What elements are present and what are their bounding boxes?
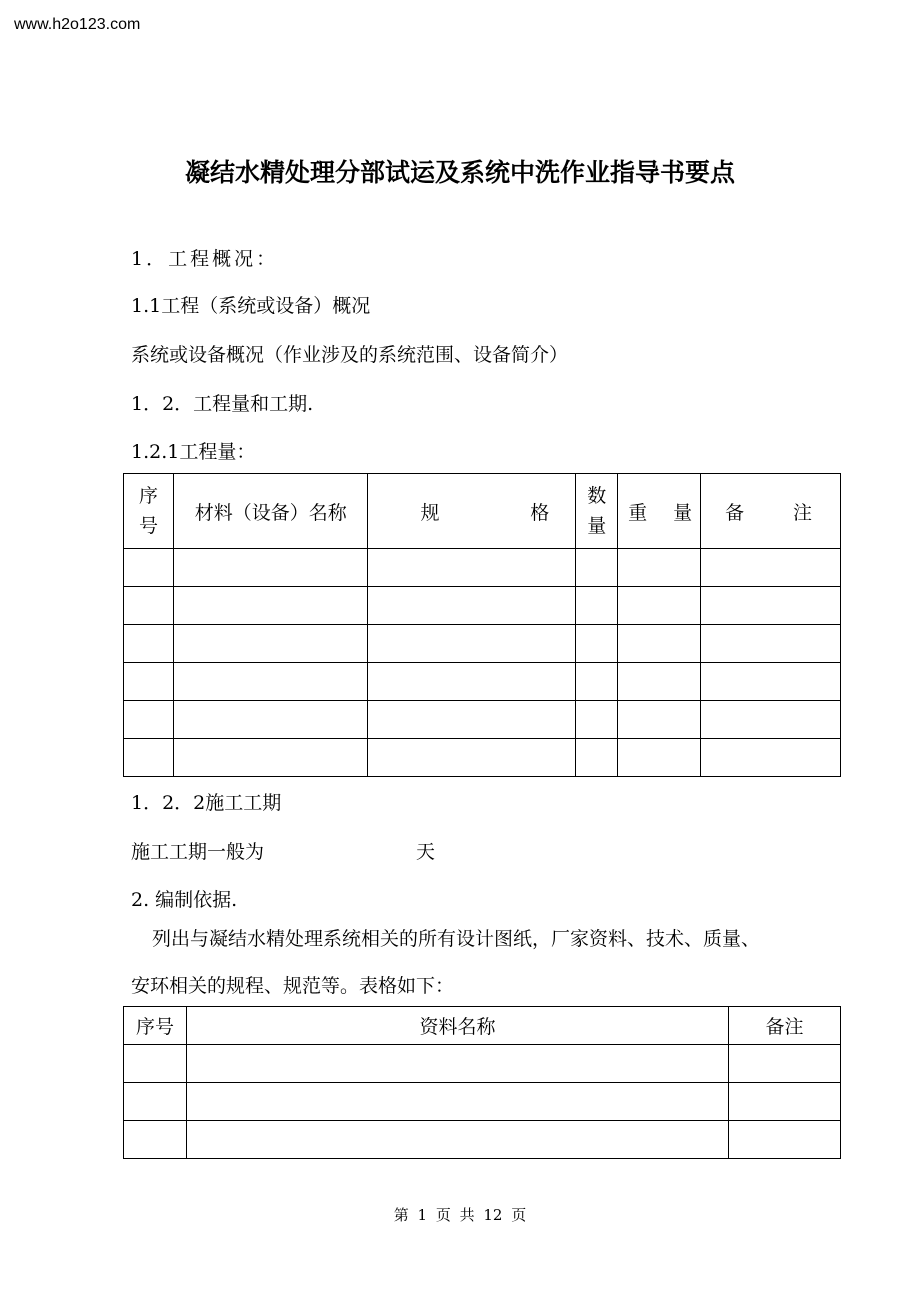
- table-cell: [368, 549, 576, 587]
- table-cell: [576, 625, 618, 663]
- header-ref-note: 备注: [729, 1007, 841, 1045]
- header-spec-left: 规: [420, 501, 440, 524]
- table-cell: [618, 739, 701, 777]
- header-seq: [124, 474, 174, 549]
- reference-table-header: [124, 1007, 841, 1045]
- table-cell: [368, 739, 576, 777]
- table-cell: [124, 739, 174, 777]
- table-cell: [368, 663, 576, 701]
- header-spec-right: 格: [530, 501, 550, 524]
- table-cell: [368, 701, 576, 739]
- quantity-table-header: [124, 474, 841, 549]
- table-cell: [701, 663, 841, 701]
- table-cell: [576, 587, 618, 625]
- table-cell: [124, 663, 174, 701]
- header-ref-name: 资料名称: [186, 1007, 728, 1045]
- table-cell: [729, 1121, 841, 1159]
- header-note-left: 备: [725, 501, 745, 524]
- page-footer: 第 1 页 共 12 页: [393, 1206, 527, 1224]
- table-cell: [186, 1045, 728, 1083]
- table-cell: [618, 587, 701, 625]
- table-cell: [701, 701, 841, 739]
- table-cell: [618, 701, 701, 739]
- section-1-heading: 1．工程概况：: [131, 248, 279, 270]
- section-1-2-1-heading: 1.2.1工程量：: [131, 441, 256, 463]
- section-1-2-2-heading: 1．2．2施工工期: [131, 792, 282, 814]
- document-title: 凝结水精处理分部试运及系统中洗作业指导书要点: [184, 158, 735, 187]
- period-unit: 天: [416, 841, 436, 863]
- header-qty: [576, 474, 618, 549]
- header-weight: [618, 474, 701, 549]
- table-row: [124, 739, 841, 777]
- quantity-table: [123, 473, 841, 777]
- table-cell: [729, 1083, 841, 1121]
- header-seq-top: 序: [138, 485, 158, 507]
- header-weight-left: 重: [628, 501, 648, 524]
- header-seq-bottom: 号: [138, 515, 158, 537]
- header-note-right: 注: [792, 501, 812, 524]
- table-cell: [576, 739, 618, 777]
- table-cell: [576, 663, 618, 701]
- table-row: [124, 701, 841, 739]
- table-cell: [368, 625, 576, 663]
- table-cell: [124, 1083, 187, 1121]
- table-cell: [173, 549, 368, 587]
- header-ref-seq: 序号: [124, 1007, 187, 1045]
- table-cell: [618, 663, 701, 701]
- table-row: [124, 587, 841, 625]
- header-qty-bottom: 量: [587, 515, 607, 537]
- reference-table: [123, 1006, 841, 1159]
- section-2-body-line-2: 安环相关的规程、规范等。表格如下：: [131, 975, 455, 997]
- table-row: [124, 1045, 841, 1083]
- table-cell: [173, 739, 368, 777]
- table-cell: [701, 739, 841, 777]
- section-1-1-heading: 1.1工程（系统或设备）概况: [131, 295, 371, 317]
- header-material-name: 材料（设备）名称: [173, 474, 368, 549]
- section-2-body-line-1: 列出与凝结水精处理系统相关的所有设计图纸，厂家资料、技术、质量、: [152, 928, 761, 950]
- table-row: [124, 625, 841, 663]
- table-cell: [173, 625, 368, 663]
- section-1-2-heading: 1．2．工程量和工期.: [131, 393, 314, 415]
- table-cell: [186, 1083, 728, 1121]
- table-cell: [576, 549, 618, 587]
- header-qty-top: 数: [587, 485, 607, 507]
- table-cell: [173, 701, 368, 739]
- table-cell: [618, 625, 701, 663]
- table-cell: [124, 1045, 187, 1083]
- watermark-url: www.h2o123.com: [14, 16, 141, 33]
- table-row: [124, 663, 841, 701]
- table-cell: [729, 1045, 841, 1083]
- table-cell: [124, 549, 174, 587]
- section-1-1-body: 系统或设备概况（作业涉及的系统范围、设备简介）: [131, 344, 569, 366]
- table-cell: [186, 1121, 728, 1159]
- section-2-heading: 2. 编制依据.: [131, 889, 238, 911]
- table-cell: [701, 549, 841, 587]
- table-cell: [124, 701, 174, 739]
- table-cell: [124, 587, 174, 625]
- table-cell: [124, 1121, 187, 1159]
- table-cell: [701, 587, 841, 625]
- table-cell: [173, 663, 368, 701]
- header-weight-right: 量: [673, 501, 693, 524]
- table-cell: [618, 549, 701, 587]
- header-note: [701, 474, 841, 549]
- table-row: [124, 1083, 841, 1121]
- table-row: [124, 549, 841, 587]
- header-spec: [368, 474, 576, 549]
- table-cell: [701, 625, 841, 663]
- period-label: 施工工期一般为: [131, 841, 265, 863]
- table-cell: [368, 587, 576, 625]
- table-cell: [173, 587, 368, 625]
- table-cell: [124, 625, 174, 663]
- table-cell: [576, 701, 618, 739]
- table-row: [124, 1121, 841, 1159]
